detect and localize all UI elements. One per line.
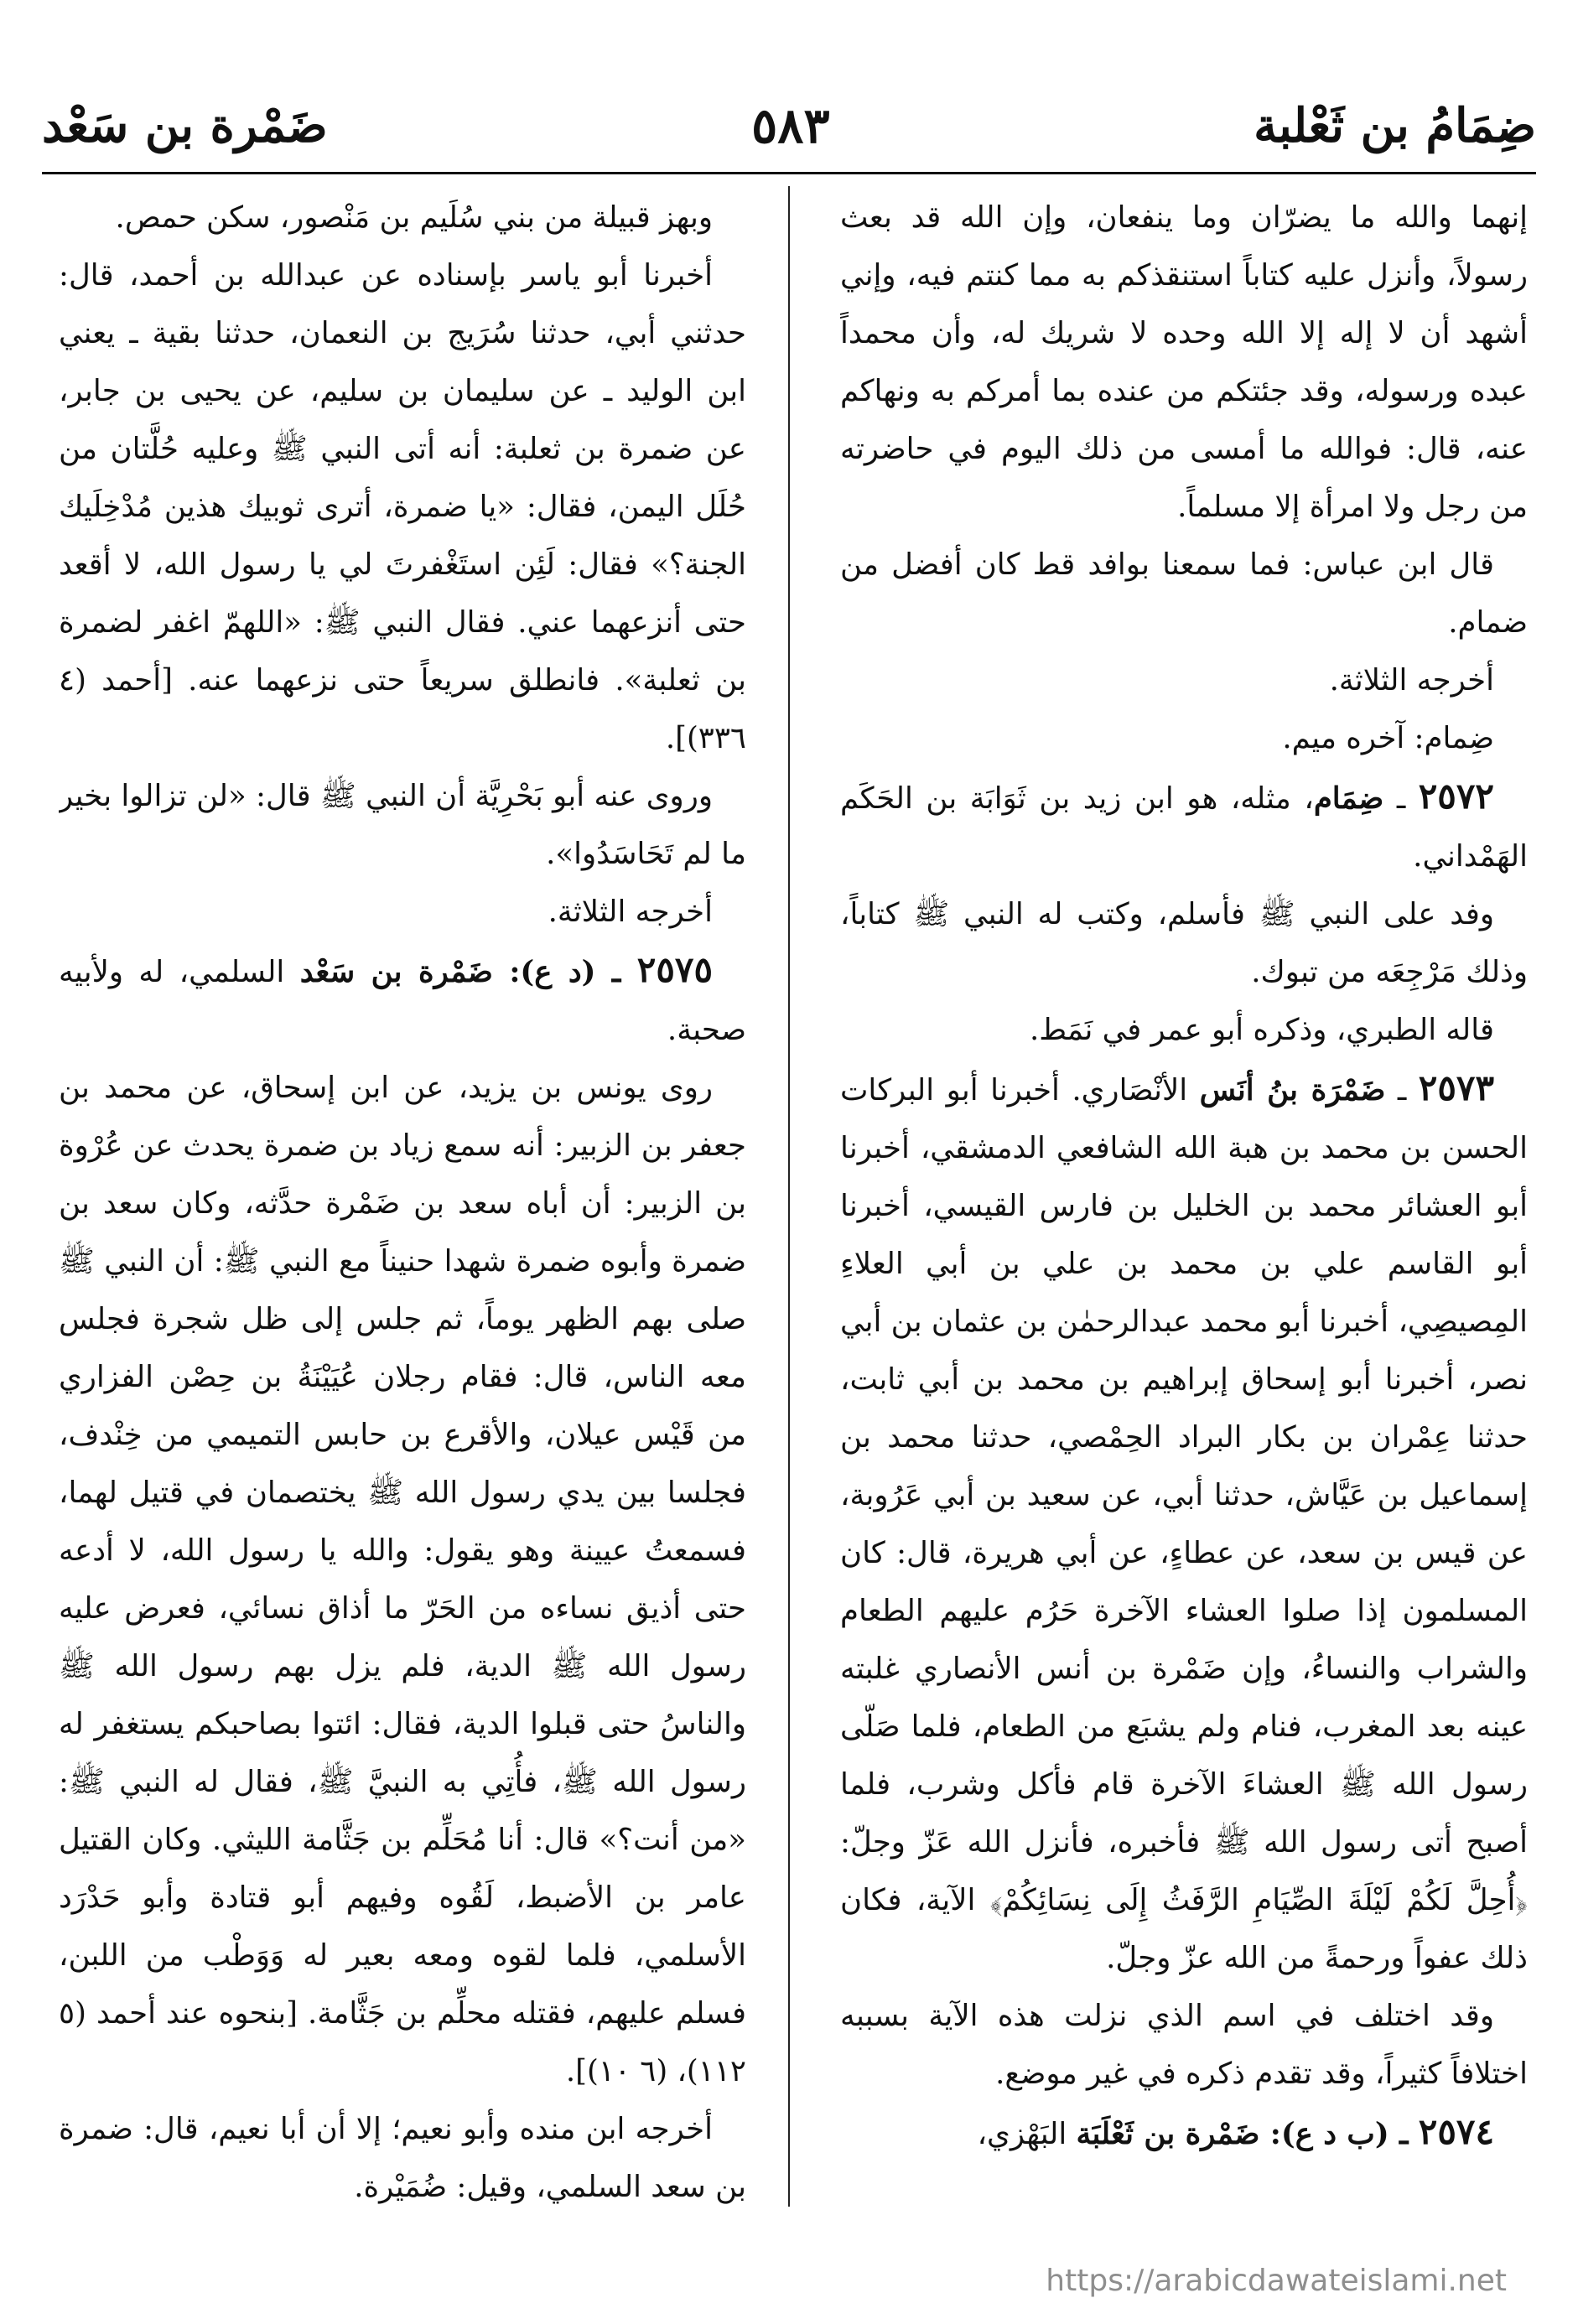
entry-name: ـ (ب د ع): ضَمْرة بن ثَعْلَبَة: [1076, 2117, 1419, 2151]
header-right-title: ضِمَامُ بن ثَعْلبة: [1254, 98, 1536, 153]
paragraph: وفد على النبي ﷺ فأسلم، وكتب له النبي ﷺ كتاباً، وذلك مَرْجِعَه من تبوك.: [840, 897, 1528, 989]
entry-text: البَهْزي،: [977, 2117, 1077, 2151]
header-rule: [42, 172, 1536, 174]
paragraph: أخرجه ابن منده وأبو نعيم؛ إلا أن أبا نعيم، قال: ضمرة بن سعد السلمي، وقيل: ضُمَيْرة.: [59, 2112, 746, 2204]
running-header: [42, 80, 1536, 172]
entry-text: ، مثله، هو ابن زيد بن ثَوَابَة بن الحَكَم الهَمْداني.: [840, 781, 1528, 874]
entry-name: ـ (د ع): ضَمْرة بن سَعْد: [299, 955, 637, 989]
entry-name: ضَمْرَة بنُ أنَس: [1199, 1073, 1386, 1108]
paragraph: قاله الطبري، وذكره أبو عمر في نَمَط.: [1029, 1013, 1494, 1047]
entry-text: الأنْصَاري. أخبرنا أبو البركات الحسن بن محمد بن هبة الله الشافعي الدمشقي، أخبرنا أبو العشائر محمد بن الخليل بن فارس القيسي، أخبرنا أبو القاسم علي بن محمد بن علي بن أبي العلاءِ المِصيصِي، أخبرنا أبو محمد عبدالرحمٰن بن عثمان بن أبي نصر، أخبرنا أبو إسحاق إبراهيم بن محمد بن أبي ثابت، حدثنا عِمْران بن بكار البراد الحِمْصي، حدثنا محمد بن إسماعيل بن عَيَّاش، حدثنا أبي، عن سعيد بن أبي عَرُوبة، عن قيس بن سعد، عن عطاءٍ، عن أبي هريرة، قال: كان المسلمون إذا صلوا العشاء الآخرة حَرُم عليهم الطعام والشراب والنساءُ، وإن ضَمْرة بن أنس الأنصاري غلبته عينه بعد المغرب، فنام ولم يشبَع من الطعام، فلما صَلّى رسول الله ﷺ العشاءَ الآخرة قام فأكل وشرب، فلما أصبح أتى رسول الله ﷺ فأخبره، فأنزل الله عَزّ وجلّ: ﴿أُحِلَّ لَكُمْ لَيْلَةَ الصِّيَامِ الرَّفَثُ إِلَى نِسَائِكُمْ﴾ الآية، فكان ذلك عفواً ورحمةً من الله عزّ وجلّ.: [840, 1073, 1528, 1975]
entry-number: ٢٥٧٤: [1418, 2111, 1494, 2152]
paragraph: إنهما والله ما يضرّان وما ينفعان، وإن الله قد بعث رسولاً، وأنزل عليه كتاباً استنقذكم به مما كنتم فيه، وإني أشهد أن لا إله إلا الله وحده لا شريك له، وأن محمداً عبده ورسوله، وقد جئتكم من عنده بما أمركم به ونهاكم عنه، قال: فوالله ما أمسى من ذلك اليوم في حاضرته من رجل ولا امرأة إلا مسلماً.: [840, 200, 1528, 524]
left-column: [59, 189, 746, 2226]
entry-text: السلمي، له ولأبيه صحبة.: [59, 955, 746, 1047]
header-left-title: ضَمْرة بن سَعْد: [42, 98, 328, 153]
entry-2574: [840, 2103, 1528, 2163]
entry-2575: [59, 941, 746, 1059]
paragraph: أخرجه الثلاثة.: [548, 895, 713, 929]
entry-2573: ٢٥٧٣ ـ ضَمْرَة بنُ أنَس الأنْصَاري. أخبرنا أبو البركات الحسن بن محمد بن هبة الله الشافعي الدمشقي، أخبرنا أبو العشائر محمد بن الخليل بن فارس القيسي، أخبرنا أبو القاسم علي بن محمد بن علي بن أبي العلاءِ المِصيصِي، أخبرنا أبو محمد عبدالرحمٰن بن عثمان بن أبي نصر، أخبرنا أبو إسحاق إبراهيم بن محمد بن أبي ثابت، حدثنا عِمْران بن بكار البراد الحِمْصي، حدثنا محمد بن إسماعيل بن عَيَّاش، حدثنا أبي، عن سعيد بن أبي عَرُوبة، عن قيس بن سعد، عن عطاءٍ، عن أبي هريرة، قال: كان المسلمون إذا صلوا العشاء الآخرة حَرُم عليهم الطعام والشراب والنساءُ، وإن ضَمْرة بن أنس الأنصاري غلبته عينه بعد المغرب، فنام ولم يشبَع من الطعام، فلما صَلّى رسول الله ﷺ العشاءَ الآخرة قام فأكل وشرب، فلما أصبح أتى رسول الله ﷺ فأخبره، فأنزل الله عَزّ وجلّ: ﴿أُحِلَّ لَكُمْ لَيْلَةَ الصِّيَامِ الرَّفَثُ إِلَى نِسَائِكُمْ﴾ الآية، فكان ذلك عفواً ورحمةً من الله عزّ وجلّ.: [840, 1067, 1528, 1975]
right-column: [840, 189, 1528, 2226]
page-number: ٥٨٣: [751, 97, 830, 154]
entry-number: ٢٥٧٣: [1418, 1067, 1494, 1108]
paragraph: وروى عنه أبو بَحْرِيَّة أن النبي ﷺ قال: «لن تزالوا بخير ما لم تَحَاسَدُوا».: [59, 779, 746, 871]
paragraph: روى يونس بن يزيد، عن ابن إسحاق، عن محمد بن جعفر بن الزبير: أنه سمع زياد بن ضمرة يحدث عن عُرْوة بن الزبير: أن أباه سعد بن ضَمْرة حدَّثه، وكان سعد بن ضمرة وأبوه ضمرة شهدا حنيناً مع النبي ﷺ: أن النبي ﷺ صلى بهم الظهر يوماً، ثم جلس إلى ظل شجرة فجلس معه الناس، قال: فقام رجلان عُيَيْنَةُ بن حِصْن الفزاري من قَيْس عيلان، والأقرع بن حابس التميمي من خِنْدف، فجلسا بين يدي رسول الله ﷺ يختصمان في قتيل لهما، فسمعتُ عيينة وهو يقول: والله يا رسول الله، لا أدعه حتى أذيق نساءه من الحَرّ ما أذاق نسائي، فعرض عليه رسول الله ﷺ الدية، فلم يزل بهم رسول الله ﷺ والناسُ حتى قبلوا الدية، فقال: ائتوا بصاحبكم يستغفر له رسول الله ﷺ، فأُتِي به النبيَّ ﷺ، فقال له النبي ﷺ: «من أنت؟» قال: أنا مُحَلِّم بن جَثَّامة الليثي. وكان القتيل عامر بن الأضبط، لَقُوه وفيهم أبو قتادة وأبو حَدْرَد الأسلمي، فلما لقوه ومعه بعير له وَوَطْب من اللبن، فسلم عليهم، فقتله محلِّم بن جَثَّامة. [بنحوه عند أحمد (٥ ١١٢)، (٦ ١٠)].: [59, 1071, 746, 2088]
entry-number: ٢٥٧٢: [1418, 776, 1494, 817]
entry-name: ضِمَام: [1313, 781, 1384, 816]
paragraph: أخبرنا أبو ياسر بإسناده عن عبدالله بن أحمد، قال: حدثني أبي، حدثنا سُرَيج بن النعمان، حدثنا بقية ـ يعني ابن الوليد ـ عن سليمان بن سليم، عن يحيى بن جابر، عن ضمرة بن ثعلبة: أنه أتى النبي ﷺ وعليه حُلَّتان من حُلَل اليمن، فقال: «يا ضمرة، أترى ثوبيك هذين مُدْخِلَيك الجنة؟» فقال: لَئِن استَغْفرتَ لي يا رسول الله، لا أقعد حتى أنزعهما عني. فقال النبي ﷺ: «اللهمّ اغفر لضمرة بن ثعلبة». فانطلق سريعاً حتى نزعهما عنه. [أحمد (٤ ٣٣٦)].: [59, 258, 746, 755]
paragraph: قال ابن عباس: فما سمعنا بوافد قط كان أفضل من ضمام.: [840, 547, 1528, 640]
paragraph: أخرجه الثلاثة.: [1329, 663, 1494, 698]
paragraph: وبهز قبيلة من بني سُلَيم بن مَنْصور، سكن حمص.: [115, 200, 713, 235]
column-divider: [788, 186, 790, 2207]
paragraph: وقد اختلف في اسم الذي نزلت هذه الآية بسببه اختلافاً كثيراً، وقد تقدم ذكره في غير موضع.: [840, 1999, 1528, 2091]
watermark-url: https://arabicdawateislami.net: [1046, 2264, 1507, 2298]
entry-number: ٢٥٧٥: [636, 949, 714, 990]
entry-2572: ٢٥٧٢ ـ ضِمَام، مثله، هو ابن زيد بن ثَوَابَة بن الحَكَم الهَمْداني.: [840, 776, 1528, 874]
paragraph: ضِمام: آخره ميم.: [1282, 721, 1494, 755]
